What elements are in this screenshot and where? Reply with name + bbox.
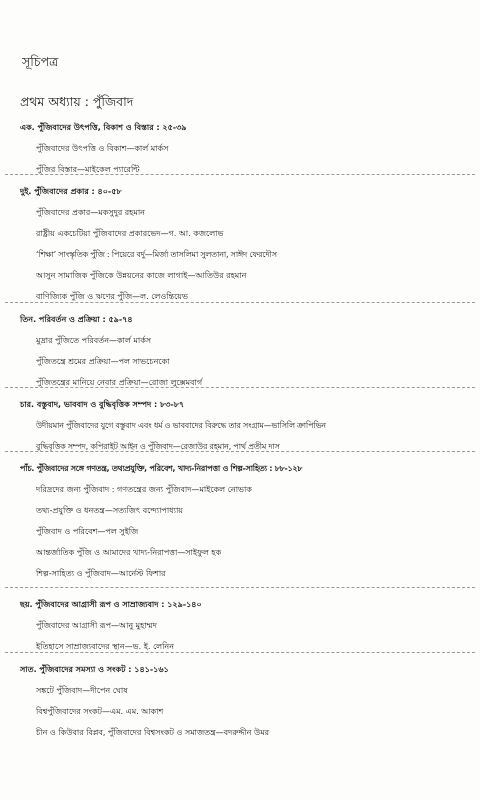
divider	[5, 451, 475, 452]
chapter-2	[0, 181, 480, 307]
chapter-heading: ছয়. পুঁজিবাদের আগ্রাসী রূপ ও সাম্রাজ্যবাদ : ১২৯-১৪০	[20, 600, 202, 609]
contents-entry: আন্তর্জাতিক পুঁজি ও আমাদের খাদ্য-নিরাপত্তা—সাইফুল হক	[36, 548, 222, 557]
divider	[5, 387, 475, 388]
contents-entry: বুদ্ধিবৃত্তিক সম্পদ, কপিরাইট আইন ও পুঁজিবাদ—রেজাউর রহমান, পার্থ প্রতীম দাস	[36, 442, 280, 451]
chapter-heading: এক. পুঁজিবাদের উৎপত্তি, বিকাশ ও বিস্তার : ২৫-৩৯	[20, 123, 187, 132]
contents-entry: শিল্প-সাহিত্য ও পুঁজিবাদ—আর্নেস্ট ফিশার	[36, 569, 166, 578]
contents-entry: পুঁজিতন্ত্রে শ্রমের প্রক্রিয়া—পল সাভচেনকো	[36, 357, 170, 366]
chapter-1	[0, 117, 480, 180]
chapter-heading: তিন. পরিবর্তন ও প্রক্রিয়া : ৫৯-৭৪	[20, 315, 133, 324]
contents-entry: দরিদ্রদের জন্য পুঁজিবাদ : গণতন্ত্রের জন্য পুঁজিবাদ—মাইকেল নোভাক	[36, 485, 252, 494]
contents-entry: মুদ্রার পুঁজিতে পরিবর্তন—কার্ল মার্কস	[36, 336, 152, 345]
contents-entry: বাণিজ্যিক পুঁজি ও ঋণের পুঁজি—ল. লেওন্তিয়েভ	[36, 292, 188, 301]
divider	[5, 174, 475, 175]
contents-entry: তথ্য-প্রযুক্তি ও ধনতন্ত্র—সত্যজিৎ বন্দ্যোপাধ্যায়	[36, 506, 184, 515]
divider	[5, 587, 475, 588]
chapter-4	[0, 394, 480, 457]
contents-entry: উদীয়মান পুঁজিবাদের যুগে বস্তুবাদ এবং ধর্ম ও ভাববাদের বিরুদ্ধে তার সংগ্রাম—ভাসিলি ক্রাপিভিন	[36, 421, 326, 430]
part-heading: প্রথম অধ্যায় : পুঁজিবাদ	[20, 94, 134, 109]
page-title: সূচিপত্র	[22, 54, 59, 69]
chapter-heading: চার. বস্তুবাদ, ভাববাদ ও বুদ্ধিবৃত্তিক সম্পদ : ৮৩-৮৭	[20, 400, 185, 409]
contents-entry: বিশ্বপুঁজিবাদের সংকট—এম. এম. আকাশ	[36, 707, 164, 716]
contents-entry: পুঁজিবাদের উৎপত্তি ও বিকাশ—কার্ল মার্কস	[36, 144, 169, 153]
contents-entry: আসুন সামাজিক পুঁজিকে উন্নয়নের কাজে লাগাই—আতিউর রহমান	[36, 271, 247, 280]
chapter-heading: পাঁচ. পুঁজিবাদের সঙ্গে গণতন্ত্র, তথ্যপ্রযুক্তি, পরিবেশ, খাদ্য-নিরাপত্তা ও শিল্প-সাহিত্য : ৮৮-১২৮	[20, 464, 303, 473]
chapter-heading: দুই. পুঁজিবাদের প্রকার : ৪০-৫৮	[20, 187, 122, 196]
chapter-6	[0, 594, 480, 657]
chapter-7	[0, 659, 480, 743]
chapter-5	[0, 458, 480, 584]
contents-entry: চীন ও কিউবার বিপ্লব, পুঁজিবাদের বিশ্বসংকট ও সমাজতন্ত্র—বদরুদ্দীন উমর	[36, 728, 270, 737]
contents-entry: ইতিহাসে সাম্রাজ্যবাদের স্থান—ভ. ই. লেনিন	[36, 642, 174, 651]
chapter-heading: সাত. পুঁজিবাদের সমস্যা ও সংকট : ১৪১-১৬১	[20, 665, 169, 674]
contents-entry: পুঁজিবাদের আগ্রাসী রূপ—আনু মুহাম্মদ	[36, 621, 157, 630]
divider	[5, 302, 475, 303]
contents-entry: ‘শিক্ষা’ সাংস্কৃতিক পুঁজি : পিয়েরে বর্দু—মির্জা তাসলিমা সুলতানা, সাঈদ ফেরদৌস	[36, 250, 277, 259]
contents-entry: রাষ্ট্রীয় একচেটিয়া পুঁজিবাদের প্রকারভেদ—গ. আ. কজলোভ	[36, 229, 224, 238]
contents-entry: পুঁজিবাদ ও পরিবেশ—পল সুইজি	[36, 527, 139, 536]
divider	[5, 652, 475, 653]
contents-entry: পুঁজিবাদের প্রকার—মকসুদুর রহমান	[36, 208, 145, 217]
contents-entry: পুঁজির বিস্তার—মাইকেল প্যারেন্টি	[36, 165, 140, 174]
contents-entry: সঙ্কটে পুঁজিবাদ—দীপেন ঘোষ	[36, 686, 128, 695]
contents-entry: পুঁজিতন্ত্রের মানিয়ে নেবার প্রক্রিয়া—রোজা লুক্সেমবার্গ	[36, 378, 203, 387]
chapter-3	[0, 309, 480, 393]
